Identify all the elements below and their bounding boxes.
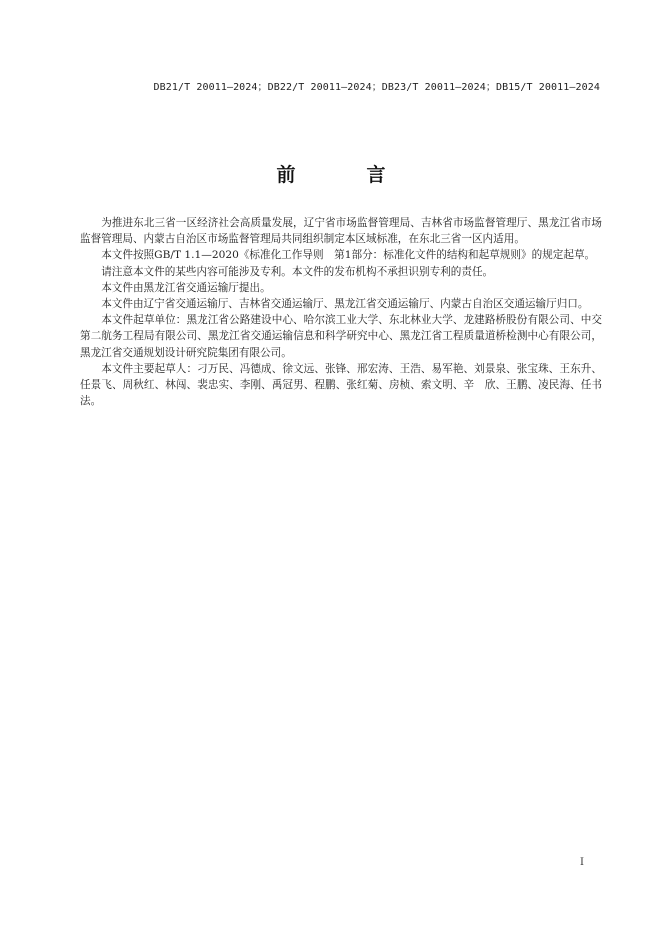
paragraph-drafters: 本文件主要起草人：刁万民、冯德成、徐文远、张锋、邢宏涛、王浩、易军艳、刘景泉、张宝珠、王东升、任景飞、周秋红、林闯、裴忠实、李刚、禹冠男、程鹏、张红菊、房桢、索文明、辛 欣、王鹏、凌民海、任书法。 [80, 362, 602, 408]
page-title: 前 言 [276, 164, 412, 186]
paragraph-administrator: 本文件由辽宁省交通运输厅、吉林省交通运输厅、黑龙江省交通运输厅、内蒙古自治区交通运输厅归口。 [101, 298, 589, 311]
paragraph-drafting-rules: 本文件按照GB/T 1.1—2020《标准化工作导则 第1部分：标准化文件的结构和起草规则》的规定起草。 [101, 249, 596, 262]
paragraph-proposer: 本文件由黑龙江省交通运输厅提出。 [101, 281, 271, 294]
standard-number-header: DB21/T 20011—2024；DB22/T 20011—2024；DB23/T 20011—2024；DB15/T 20011—2024 [153, 82, 600, 93]
foreword-body [80, 215, 602, 409]
paragraph-purpose: 为推进东北三省一区经济社会高质量发展，辽宁省市场监督管理局、吉林省市场监督管理厅、黑龙江省市场监督管理局、内蒙古自治区市场监督管理局共同组织制定本区域标准，在东北三省一区内适用。 [80, 217, 602, 246]
paragraph-patent-notice: 请注意本文件的某些内容可能涉及专利。本文件的发布机构不承担识别专利的责任。 [101, 265, 494, 278]
paragraph-drafting-units: 本文件起草单位：黑龙江省公路建设中心、哈尔滨工业大学、东北林业大学、龙建路桥股份有限公司、中交第二航务工程局有限公司、黑龙江省交通运输信息和科学研究中心、黑龙江省工程质量道桥检测中心有限公司，黑龙江省交通规划设计研究院集团有限公司。 [80, 314, 602, 359]
page-number: I [580, 857, 584, 868]
